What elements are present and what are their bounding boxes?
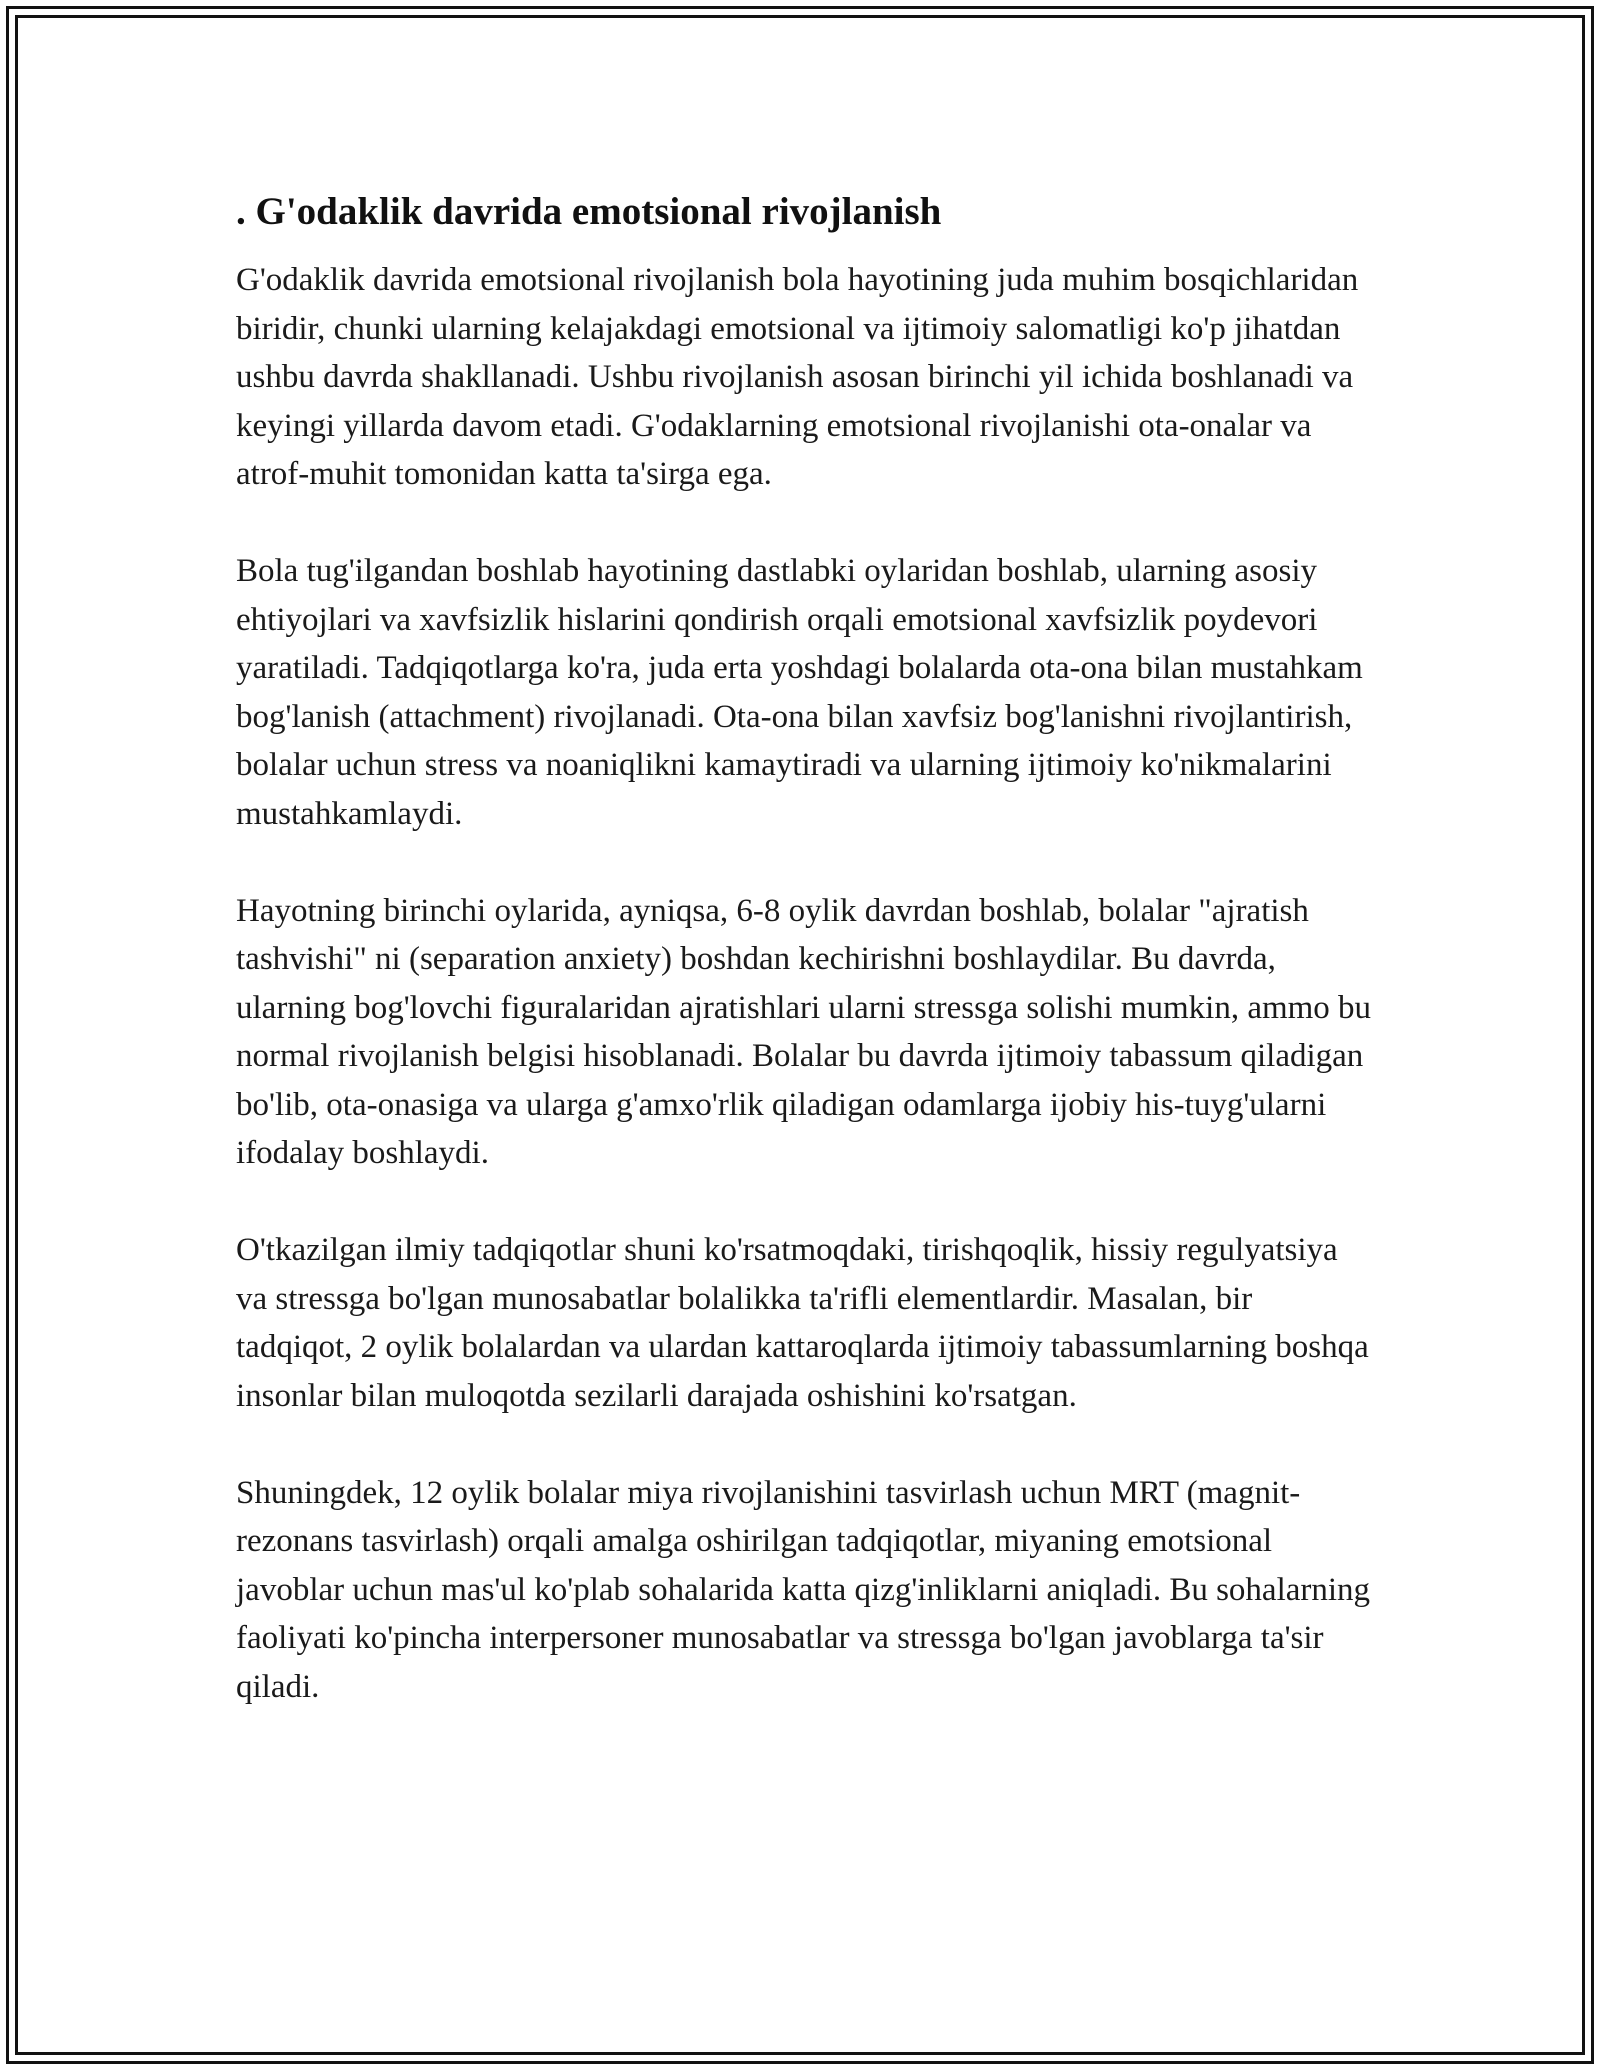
paragraph-2: Bola tug'ilgandan boshlab hayotining dastlabki oylaridan boshlab, ularning asosiy ehtiyojlari va xavfsizlik hislarini qondirish orqali emotsional xavfsizlik poydevori yaratiladi. Tadqiqotlarga ko'ra, juda erta yoshdagi bolalarda ota-ona bilan mustahkam bog'lanish (attachment) rivojlanadi. Ota-ona bilan xavfsiz bog'lanishni rivojlantirish, bolalar uchun stress va noaniqlikni kamaytiradi va ularning ijtimoiy ko'nikmalarini mustahkamlaydi.	[236, 553, 1363, 832]
document-body	[236, 184, 1376, 1760]
paragraph-5: Shuningdek, 12 oylik bolalar miya rivojlanishini tasvirlash uchun MRT (magnit-rezonans tasvirlash) orqali amalga oshirilgan tadqiqotlar, miyaning emotsional javoblar uchun mas'ul ko'plab sohalarida katta qizg'inliklarni aniqladi. Bu sohalarning faoliyati ko'pincha interpersoner munosabatlar va stressga bo'lgan javoblarga ta'sir qiladi.	[236, 1474, 1371, 1705]
paragraph-4: O'tkazilgan ilmiy tadqiqotlar shuni ko'rsatmoqdaki, tirishqoqlik, hissiy regulyatsiya va stressga bo'lgan munosabatlar bolalikka ta'rifli elementlardir. Masalan, bir tadqiqot, 2 oylik bolalardan va ulardan kattaroqlarda ijtimoiy tabassumlarning boshqa insonlar bilan muloqotda sezilarli darajada oshishini ko'rsatgan.	[236, 1232, 1369, 1414]
paragraph-3: Hayotning birinchi oylarida, ayniqsa, 6-8 oylik davrdan boshlab, bolalar "ajratish tashvishi" ni (separation anxiety) boshdan kechirishni boshlaydilar. Bu davrda, ularning bog'lovchi figuralaridan ajratishlari ularni stressga solishi mumkin, ammo bu normal rivojlanish belgisi hisoblanadi. Bolalar bu davrda ijtimoiy tabassum qiladigan bo'lib, ota-onasiga va ularga g'amxo'rlik qiladigan odamlarga ijobiy his-tuyg'ularni ifodalay boshlaydi.	[236, 892, 1372, 1171]
section-title: . G'odaklik davrida emotsional rivojlanish	[236, 190, 942, 233]
paragraph-1: G'odaklik davrida emotsional rivojlanish bola hayotining juda muhim bosqichlaridan biridir, chunki ularning kelajakdagi emotsional va ijtimoiy salomatligi ko'p jihatdan ushbu davrda shakllanadi. Ushbu rivojlanish asosan birinchi yil ichida boshlanadi va keyingi yillarda davom etadi. G'odaklarning emotsional rivojlanishi ota-onalar va atrof-muhit tomonidan katta ta'sirga ega.	[236, 262, 1359, 492]
